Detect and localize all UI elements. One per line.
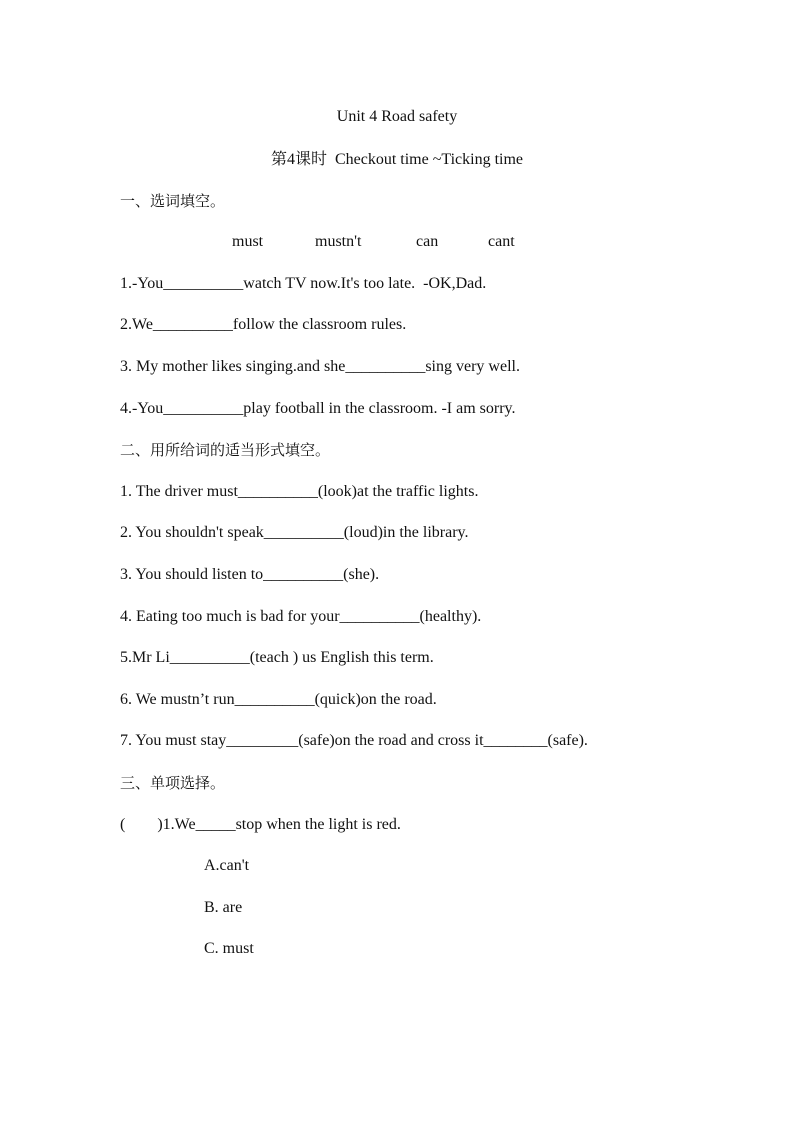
section2-question: 1. The driver must__________(look)at the traffic lights. [120, 483, 479, 500]
word-bank-item: cant [488, 233, 515, 250]
section1-question: 2.We__________follow the classroom rules. [120, 316, 407, 333]
section1-question: 4.-You__________play football in the classroom. -I am sorry. [120, 400, 516, 417]
page-subtitle: 第4课时 Checkout time ~Ticking time [270, 151, 524, 168]
section2-question: 3. You should listen to__________(she). [120, 566, 380, 583]
section2-question: 7. You must stay_________(safe)on the road and cross it________(safe). [120, 732, 588, 749]
section2-question: 6. We mustn’t run__________(quick)on the road. [120, 691, 437, 708]
section3-heading: 三、单项选择。 [120, 774, 226, 792]
choice-option-b: B. are [204, 899, 243, 916]
word-bank-item: must [232, 233, 264, 250]
page-title: Unit 4 Road safety [336, 108, 458, 125]
section1-question: 3. My mother likes singing.and she__________sing very well. [120, 358, 520, 375]
choice-option-a: A.can't [204, 857, 250, 874]
section1-question: 1.-You__________watch TV now.It's too late. -OK,Dad. [120, 275, 487, 292]
section2-heading: 二、用所给词的适当形式填空。 [120, 441, 331, 459]
choice-option-c: C. must [204, 940, 254, 957]
word-bank-item: can [416, 233, 439, 250]
section2-question: 5.Mr Li__________(teach ) us English this term. [120, 649, 434, 666]
section2-question: 4. Eating too much is bad for your__________(healthy). [120, 608, 482, 625]
section3-question: ( )1.We_____stop when the light is red. [120, 816, 401, 833]
section1-heading: 一、选词填空。 [120, 192, 226, 210]
section2-question: 2. You shouldn't speak__________(loud)in the library. [120, 524, 469, 541]
word-bank-item: mustn't [315, 233, 362, 250]
